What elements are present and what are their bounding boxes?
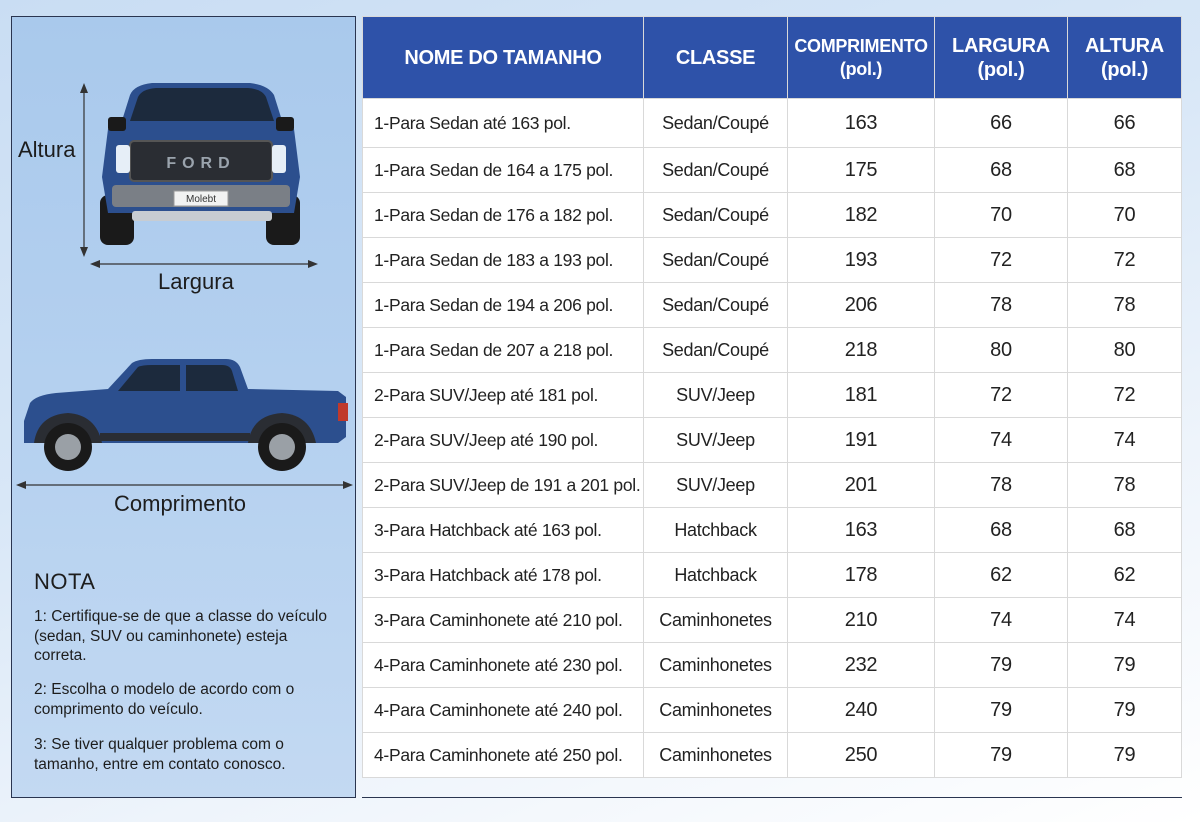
class-cell: Hatchback xyxy=(644,553,788,598)
class-cell: Caminhonetes xyxy=(644,733,788,778)
height-cell: 70 xyxy=(1068,193,1182,238)
table-row xyxy=(363,328,1182,373)
class-cell: Sedan/Coupé xyxy=(644,238,788,283)
width-cell: 79 xyxy=(935,688,1068,733)
height-cell: 80 xyxy=(1068,328,1182,373)
size-name-cell: 4-Para Caminhonete até 240 pol. xyxy=(363,688,644,733)
width-cell: 78 xyxy=(935,463,1068,508)
size-name-cell: 1-Para Sedan de 164 a 175 pol. xyxy=(363,148,644,193)
class-cell: Sedan/Coupé xyxy=(644,193,788,238)
table-row xyxy=(363,238,1182,283)
length-cell: 250 xyxy=(788,733,935,778)
height-cell: 62 xyxy=(1068,553,1182,598)
note-title: NOTA xyxy=(34,569,96,594)
size-name-cell: 2-Para SUV/Jeep de 191 a 201 pol. xyxy=(363,463,644,508)
table-header-row xyxy=(363,17,1182,99)
length-cell: 218 xyxy=(788,328,935,373)
height-cell: 79 xyxy=(1068,688,1182,733)
class-cell: Sedan/Coupé xyxy=(644,99,788,148)
width-cell: 74 xyxy=(935,418,1068,463)
width-cell: 66 xyxy=(935,99,1068,148)
table-row xyxy=(363,283,1182,328)
table-row xyxy=(363,598,1182,643)
height-cell: 72 xyxy=(1068,373,1182,418)
size-name-cell: 1-Para Sedan até 163 pol. xyxy=(363,99,644,148)
height-cell: 72 xyxy=(1068,238,1182,283)
table-row xyxy=(363,553,1182,598)
length-cell: 201 xyxy=(788,463,935,508)
height-cell: 78 xyxy=(1068,463,1182,508)
class-cell: Sedan/Coupé xyxy=(644,148,788,193)
size-table-container xyxy=(362,16,1182,798)
width-cell: 79 xyxy=(935,733,1068,778)
header-class: CLASSE xyxy=(644,17,788,99)
height-cell: 74 xyxy=(1068,418,1182,463)
size-name-cell: 4-Para Caminhonete até 250 pol. xyxy=(363,733,644,778)
length-cell: 193 xyxy=(788,238,935,283)
length-cell: 181 xyxy=(788,373,935,418)
size-name-cell: 1-Para Sedan de 176 a 182 pol. xyxy=(363,193,644,238)
table-row xyxy=(363,418,1182,463)
table-row xyxy=(363,99,1182,148)
class-cell: Caminhonetes xyxy=(644,643,788,688)
length-cell: 206 xyxy=(788,283,935,328)
header-height: ALTURA (pol.) xyxy=(1068,17,1182,99)
height-cell: 78 xyxy=(1068,283,1182,328)
class-cell: Caminhonetes xyxy=(644,688,788,733)
length-cell: 191 xyxy=(788,418,935,463)
table-row xyxy=(363,733,1182,778)
class-cell: SUV/Jeep xyxy=(644,373,788,418)
height-cell: 74 xyxy=(1068,598,1182,643)
length-cell: 240 xyxy=(788,688,935,733)
length-cell: 210 xyxy=(788,598,935,643)
length-cell: 163 xyxy=(788,99,935,148)
width-cell: 62 xyxy=(935,553,1068,598)
width-cell: 70 xyxy=(935,193,1068,238)
note-item-3: 3: Se tiver qualquer problema com o tamanho, entre em contato conosco. xyxy=(34,736,286,773)
size-table xyxy=(362,16,1182,778)
size-name-cell: 1-Para Sedan de 183 a 193 pol. xyxy=(363,238,644,283)
size-name-cell: 4-Para Caminhonete até 230 pol. xyxy=(363,643,644,688)
table-row xyxy=(363,148,1182,193)
width-label: Largura xyxy=(158,269,234,294)
width-cell: 78 xyxy=(935,283,1068,328)
width-cell: 68 xyxy=(935,148,1068,193)
size-name-cell: 3-Para Hatchback até 163 pol. xyxy=(363,508,644,553)
header-size-name: NOME DO TAMANHO xyxy=(363,17,644,99)
class-cell: Caminhonetes xyxy=(644,598,788,643)
table-row xyxy=(363,508,1182,553)
length-cell: 163 xyxy=(788,508,935,553)
class-cell: Hatchback xyxy=(644,508,788,553)
header-length: COMPRIMENTO (pol.) xyxy=(788,17,935,99)
note-item-2: 2: Escolha o modelo de acordo com o comprimento do veículo. xyxy=(34,681,295,718)
height-cell: 79 xyxy=(1068,643,1182,688)
length-cell: 178 xyxy=(788,553,935,598)
width-cell: 68 xyxy=(935,508,1068,553)
height-label: Altura xyxy=(18,137,76,162)
table-row xyxy=(363,688,1182,733)
width-cell: 74 xyxy=(935,598,1068,643)
class-cell: Sedan/Coupé xyxy=(644,328,788,373)
width-cell: 72 xyxy=(935,238,1068,283)
size-name-cell: 2-Para SUV/Jeep até 190 pol. xyxy=(363,418,644,463)
size-name-cell: 3-Para Caminhonete até 210 pol. xyxy=(363,598,644,643)
grille-lettering: FORD xyxy=(166,155,236,172)
height-cell: 68 xyxy=(1068,148,1182,193)
size-name-cell: 1-Para Sedan de 194 a 206 pol. xyxy=(363,283,644,328)
vehicle-dimensions-panel xyxy=(11,16,356,798)
header-width: LARGURA (pol.) xyxy=(935,17,1068,99)
class-cell: SUV/Jeep xyxy=(644,418,788,463)
table-body xyxy=(363,99,1182,778)
length-cell: 182 xyxy=(788,193,935,238)
table-row xyxy=(363,643,1182,688)
width-cell: 80 xyxy=(935,328,1068,373)
width-cell: 79 xyxy=(935,643,1068,688)
size-name-cell: 2-Para SUV/Jeep até 181 pol. xyxy=(363,373,644,418)
size-name-cell: 3-Para Hatchback até 178 pol. xyxy=(363,553,644,598)
length-label: Comprimento xyxy=(114,491,247,516)
table-row xyxy=(363,193,1182,238)
class-cell: Sedan/Coupé xyxy=(644,283,788,328)
length-cell: 232 xyxy=(788,643,935,688)
table-row xyxy=(363,463,1182,508)
truck-side-view-illustration xyxy=(12,347,357,497)
height-cell: 79 xyxy=(1068,733,1182,778)
table-row xyxy=(363,373,1182,418)
badge-text: Molebt xyxy=(185,194,217,205)
height-cell: 68 xyxy=(1068,508,1182,553)
note-item-1: 1: Certifique-se de que a classe do veículo (sedan, SUV ou caminhonete) esteja correta. xyxy=(34,608,327,664)
length-arrow xyxy=(12,479,357,491)
height-cell: 66 xyxy=(1068,99,1182,148)
length-cell: 175 xyxy=(788,148,935,193)
size-name-cell: 1-Para Sedan de 207 a 218 pol. xyxy=(363,328,644,373)
class-cell: SUV/Jeep xyxy=(644,463,788,508)
width-cell: 72 xyxy=(935,373,1068,418)
